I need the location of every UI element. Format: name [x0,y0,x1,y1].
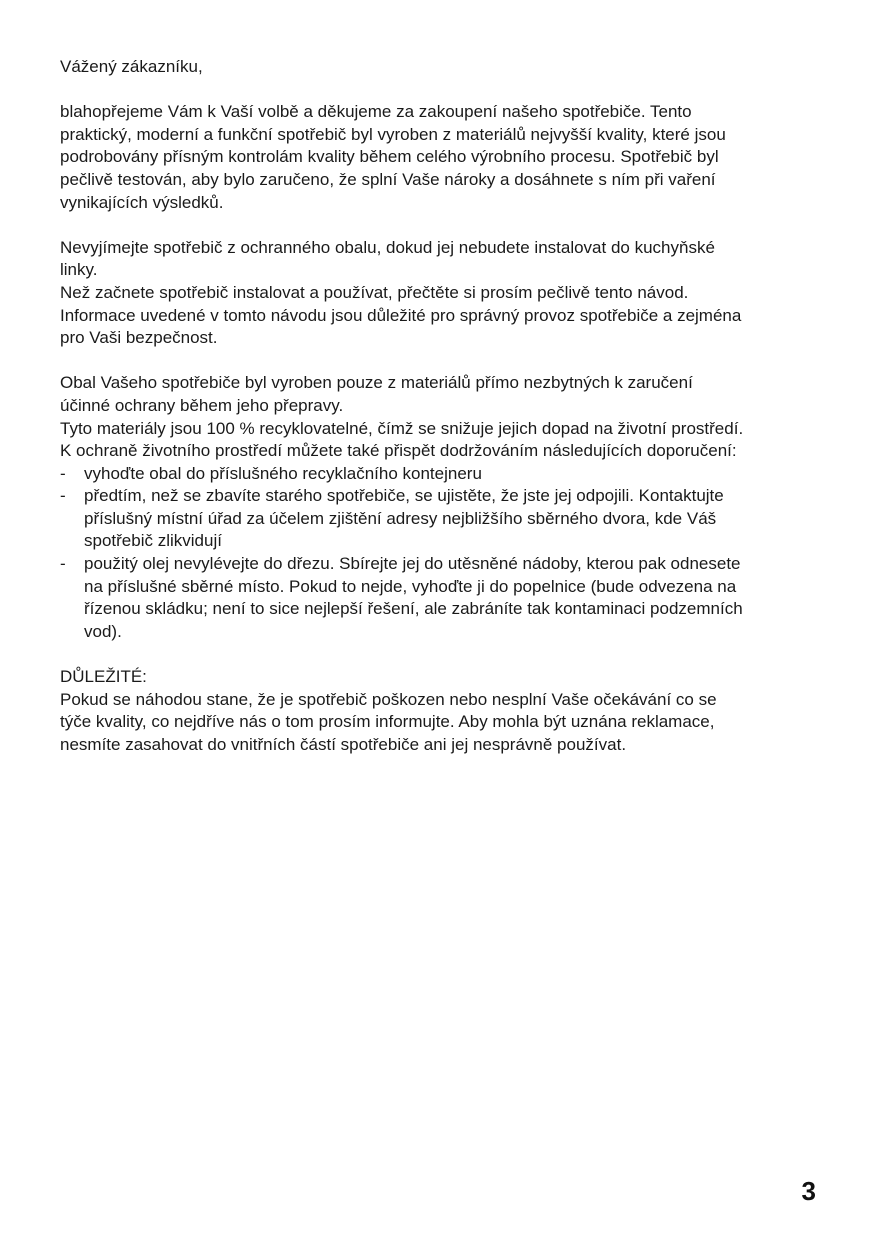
important-line: Pokud se náhodou stane, že je spotřebič poškozen nebo nesplní Vaše očekávání co se [60,689,717,709]
install-line: Nevyjímejte spotřebič z ochranného obalu, dokud jej nebudete instalovat do kuchyňské [60,237,715,257]
bullet-marker: - [60,554,66,574]
list-item-line: příslušný místní úřad za účelem zjištění adresy nejbližšího sběrného dvora, kde Váš [84,508,717,528]
important-line: týče kvality, co nejdříve nás o tom prosím informujte. Aby mohla být uznána reklamace, [60,712,715,732]
important-heading: DŮLEŽITÉ: [60,667,147,687]
list-item-line: předtím, než se zbavíte starého spotřebiče, se ujistěte, že jste jej odpojili. Kontaktujte [84,486,724,506]
intro-line: vynikajících výsledků. [60,192,224,212]
install-paragraph [60,237,820,350]
list-item-line: spotřebič zlikvidují [84,531,222,551]
list-item [60,463,820,486]
intro-line: pečlivě testován, aby bylo zaručeno, že splní Vaše nároky a dosáhnete s ním při vaření [60,169,716,189]
paragraph-gap [60,79,820,102]
list-item-line: na příslušné sběrné místo. Pokud to nejde, vyhoďte ji do popelnice (bude odvezena na [84,576,737,596]
packaging-line: účinné ochrany během jeho přepravy. [60,395,344,415]
paragraph-gap [60,643,820,666]
install-line: Než začnete spotřebič instalovat a používat, přečtěte si prosím pečlivě tento návod. [60,282,689,302]
paragraph-gap [60,350,820,373]
intro-line: blahopřejeme Vám k Vaší volbě a děkujeme za zakoupení našeho spotřebiče. Tento [60,102,692,122]
list-item-line: vyhoďte obal do příslušného recyklačního kontejneru [84,463,482,483]
important-paragraph [60,689,820,757]
list-item-line: použitý olej nevylévejte do dřezu. Sbírejte jej do utěsněné nádoby, kterou pak odnesete [84,554,741,574]
paragraph-gap [60,214,820,237]
greeting: Vážený zákazníku, [60,57,203,76]
document-body [60,56,820,756]
install-line: linky. [60,260,98,280]
packaging-line: Tyto materiály jsou 100 % recyklovatelné, čímž se snižuje jejich dopad na životní prostředí. [60,418,744,438]
install-line: pro Vaši bezpečnost. [60,328,218,348]
page-number: 3 [801,1176,816,1206]
bullet-marker: - [60,486,66,506]
install-line: Informace uvedené v tomto návodu jsou důležité pro správný provoz spotřebiče a zejména [60,305,742,325]
packaging-paragraph [60,372,820,462]
list-item-line: řízenou skládku; není to sice nejlepší řešení, ale zabráníte tak kontaminaci podzemních [84,599,743,619]
packaging-line: K ochraně životního prostředí můžete také přispět dodržováním následujících doporučení: [60,441,737,461]
intro-line: praktický, moderní a funkční spotřebič byl vyroben z materiálů nejvyšší kvality, které jsou [60,124,726,144]
intro-paragraph [60,101,820,214]
intro-line: podrobovány přísným kontrolám kvality během celého výrobního procesu. Spotřebič byl [60,147,719,167]
list-item-line: vod). [84,621,122,641]
packaging-line: Obal Vašeho spotřebiče byl vyroben pouze z materiálů přímo nezbytných k zaručení [60,373,693,393]
important-line: nesmíte zasahovat do vnitřních částí spotřebiče ani jej nesprávně používat. [60,734,627,754]
list-item [60,553,820,643]
recommendation-list [60,463,820,644]
list-item [60,485,820,553]
bullet-marker: - [60,463,66,483]
